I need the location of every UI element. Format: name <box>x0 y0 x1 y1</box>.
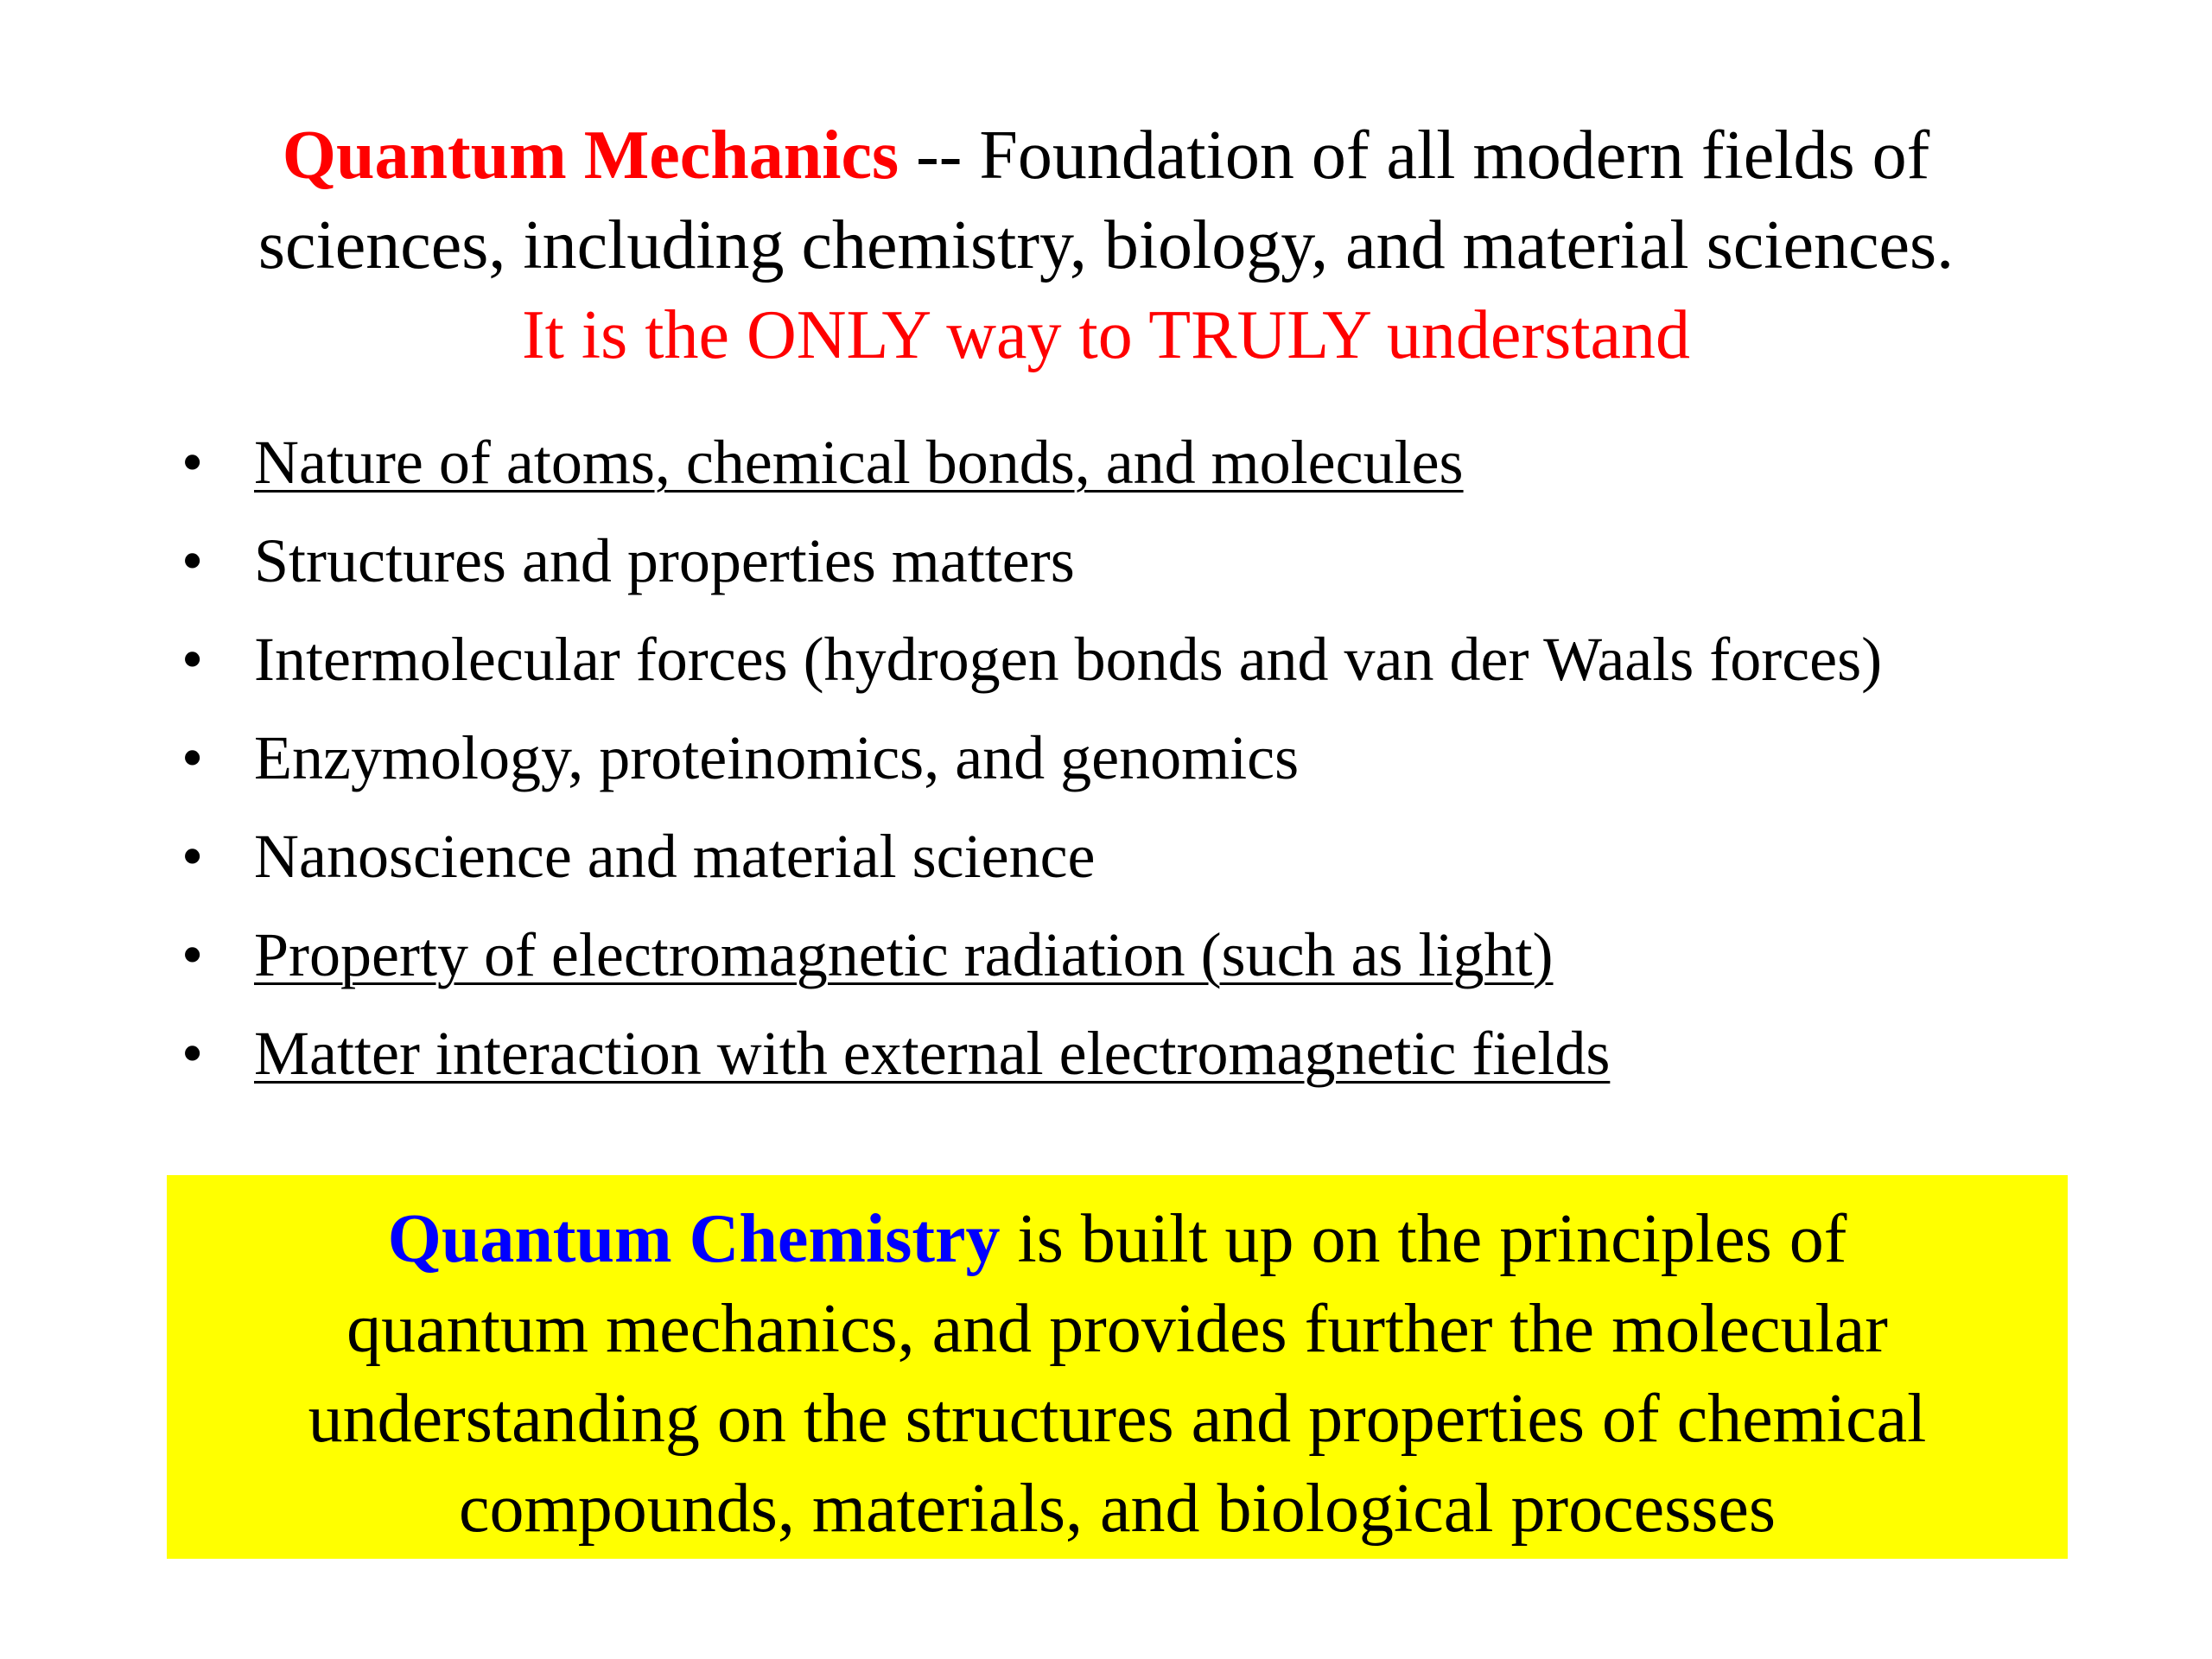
intro-line-1 <box>121 111 2091 200</box>
intro-line-2: sciences, including chemistry, biology, and material sciences. <box>257 207 1955 283</box>
box-line-1-rest: is built up on the principles of <box>1000 1201 1847 1277</box>
bullet-dot: • <box>181 526 204 595</box>
box-line-2: quantum mechanics, and provides further the molecular <box>346 1291 1888 1367</box>
bullet-item <box>181 807 1882 906</box>
box-line-3: understanding on the structures and properties of chemical <box>308 1381 1927 1457</box>
bullet-item <box>181 512 1882 610</box>
intro-line-1-rest: -- Foundation of all modern fields of <box>899 118 1930 194</box>
quantum-chemistry-term: Quantum Chemistry <box>387 1201 1001 1277</box>
box-line-1 <box>167 1194 2068 1284</box>
bullet-dot: • <box>181 920 204 989</box>
bullet-text: Intermolecular forces (hydrogen bonds and van der Waals forces) <box>254 625 1883 694</box>
bullet-text: Nanoscience and material science <box>254 822 1096 891</box>
bullet-dot: • <box>181 625 204 694</box>
bullet-item <box>181 413 1882 512</box>
bullet-dot: • <box>181 723 204 792</box>
bullet-text: Enzymology, proteinomics, and genomics <box>254 723 1300 792</box>
quantum-chemistry-paragraph <box>167 1194 2068 1554</box>
bullet-text: Property of electromagnetic radiation (such as light) <box>254 920 1554 989</box>
bullet-text: Matter interaction with external electromagnetic fields <box>254 1019 1611 1088</box>
bullet-item <box>181 709 1882 807</box>
bullet-text: Structures and properties matters <box>254 526 1075 595</box>
bullet-item <box>181 1004 1882 1103</box>
quantum-mechanics-term: Quantum Mechanics <box>282 118 899 194</box>
bullet-item <box>181 610 1882 709</box>
bullet-item <box>181 906 1882 1004</box>
box-line-4: compounds, materials, and biological processes <box>458 1471 1777 1547</box>
bullet-dot: • <box>181 428 204 497</box>
intro-line-3: It is the ONLY way to TRULY understand <box>522 297 1690 373</box>
bullet-list <box>181 413 1882 1103</box>
bullet-text: Nature of atoms, chemical bonds, and molecules <box>254 428 1464 497</box>
bullet-dot: • <box>181 822 204 891</box>
quantum-chemistry-highlight-box <box>167 1175 2068 1559</box>
bullet-dot: • <box>181 1019 204 1088</box>
intro-paragraph <box>121 111 2091 380</box>
